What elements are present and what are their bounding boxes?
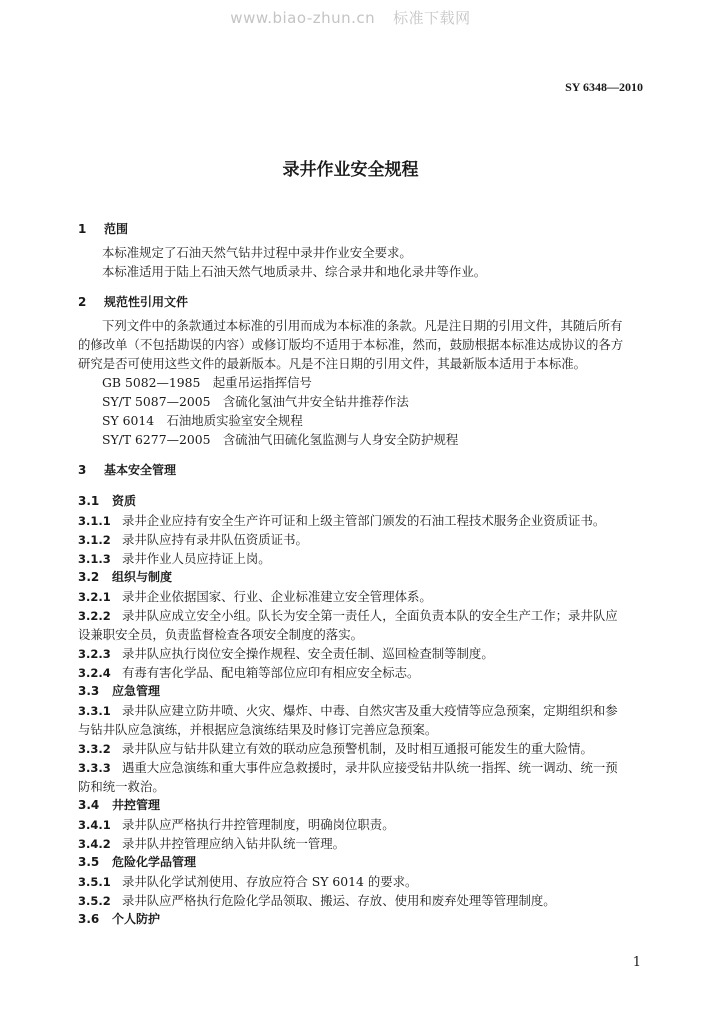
page-number: 1 (632, 955, 641, 970)
document-title: 录井作业安全规程 (282, 160, 419, 180)
subsection-heading: 3.4 井控管理 (78, 798, 161, 812)
standard-code: SY 6348—2010 (565, 80, 643, 94)
section-heading: 1 范围 (78, 222, 129, 236)
clause: 3.3.3 遇重大应急演练和重大事件应急救援时，录井队应接受钻井队统一指挥、统一调动、统一预 (78, 760, 618, 775)
clause: 3.5.2 录井队应严格执行危险化学品领取、搬运、存放、使用和废弃处理等管理制度。 (78, 893, 556, 908)
clause: 3.1.3 录井作业人员应持证上岗。 (78, 551, 271, 566)
clause-continuation: 设兼职安全员，负责监督检查各项安全制度的落实。 (78, 627, 363, 642)
clause: 3.2.2 录井队应成立安全小组。队长为安全第一责任人，全面负责本队的安全生产工作；录井队应 (78, 608, 618, 623)
reference-item: SY/T 5087—2005 含硫化氢油气井安全钻井推荐作法 (102, 394, 409, 409)
reference-item: GB 5082—1985 起重吊运指挥信号 (102, 375, 312, 390)
clause-continuation: 防和统一救治。 (78, 779, 165, 794)
subsection-heading: 3.1 资质 (78, 494, 137, 508)
clause: 3.4.1 录井队应严格执行井控管理制度，明确岗位职责。 (78, 817, 395, 832)
paragraph: 的修改单（不包括勘误的内容）或修订版均不适用于本标准，然而，鼓励根据本标准达成协议的各方 (78, 337, 624, 352)
reference-item: SY/T 6277—2005 含硫油气田硫化氢监测与人身安全防护规程 (102, 432, 459, 447)
subsection-heading: 3.6 个人防护 (78, 912, 161, 926)
subsection-heading: 3.2 组织与制度 (78, 570, 173, 584)
paragraph: 下列文件中的条款通过本标准的引用而成为本标准的条款。凡是注日期的引用文件，其随后所有 (102, 318, 623, 333)
clause: 3.2.1 录井企业依据国家、行业、企业标准建立安全管理体系。 (78, 589, 432, 604)
watermark-url: www.biao-zhun.cn (230, 9, 376, 27)
subsection-heading: 3.5 危险化学品管理 (78, 855, 197, 869)
paragraph: 本标准规定了石油天然气钻井过程中录井作业安全要求。 (102, 245, 412, 260)
subsection-heading: 3.3 应急管理 (78, 684, 161, 698)
clause: 3.4.2 录井队井控管理应纳入钻井队统一管理。 (78, 836, 346, 851)
clause: 3.3.2 录井队应与钻井队建立有效的联动应急预警机制，及时相互通报可能发生的重大险情。 (78, 741, 593, 756)
section-heading: 2 规范性引用文件 (78, 295, 189, 309)
clause: 3.1.1 录井企业应持有安全生产许可证和上级主管部门颁发的石油工程技术服务企业资质证书。 (78, 513, 606, 528)
watermark (0, 7, 701, 28)
reference-item: SY 6014 石油地质实验室安全规程 (102, 413, 303, 428)
section-heading: 3 基本安全管理 (78, 463, 177, 477)
clause: 3.5.1 录井队化学试剂使用、存放应符合 SY 6014 的要求。 (78, 874, 418, 889)
watermark-text: 标准下载网 (393, 9, 471, 27)
clause: 3.1.2 录井队应持有录井队伍资质证书。 (78, 532, 308, 547)
clause: 3.3.1 录井队应建立防井喷、火灾、爆炸、中毒、自然灾害及重大疫情等应急预案，定期组织和参 (78, 703, 618, 718)
paragraph: 研究是否可使用这些文件的最新版本。凡是不注日期的引用文件，其最新版本适用于本标准。 (78, 356, 587, 371)
clause: 3.2.3 录井队应执行岗位安全操作规程、安全责任制、巡回检查制等制度。 (78, 646, 494, 661)
clause-continuation: 与钻井队应急演练，并根据应急演练结果及时修订完善应急预案。 (78, 722, 438, 737)
paragraph: 本标准适用于陆上石油天然气地质录井、综合录井和地化录井等作业。 (102, 264, 487, 279)
document-body (78, 220, 646, 929)
clause: 3.2.4 有毒有害化学品、配电箱等部位应印有相应安全标志。 (78, 665, 420, 680)
